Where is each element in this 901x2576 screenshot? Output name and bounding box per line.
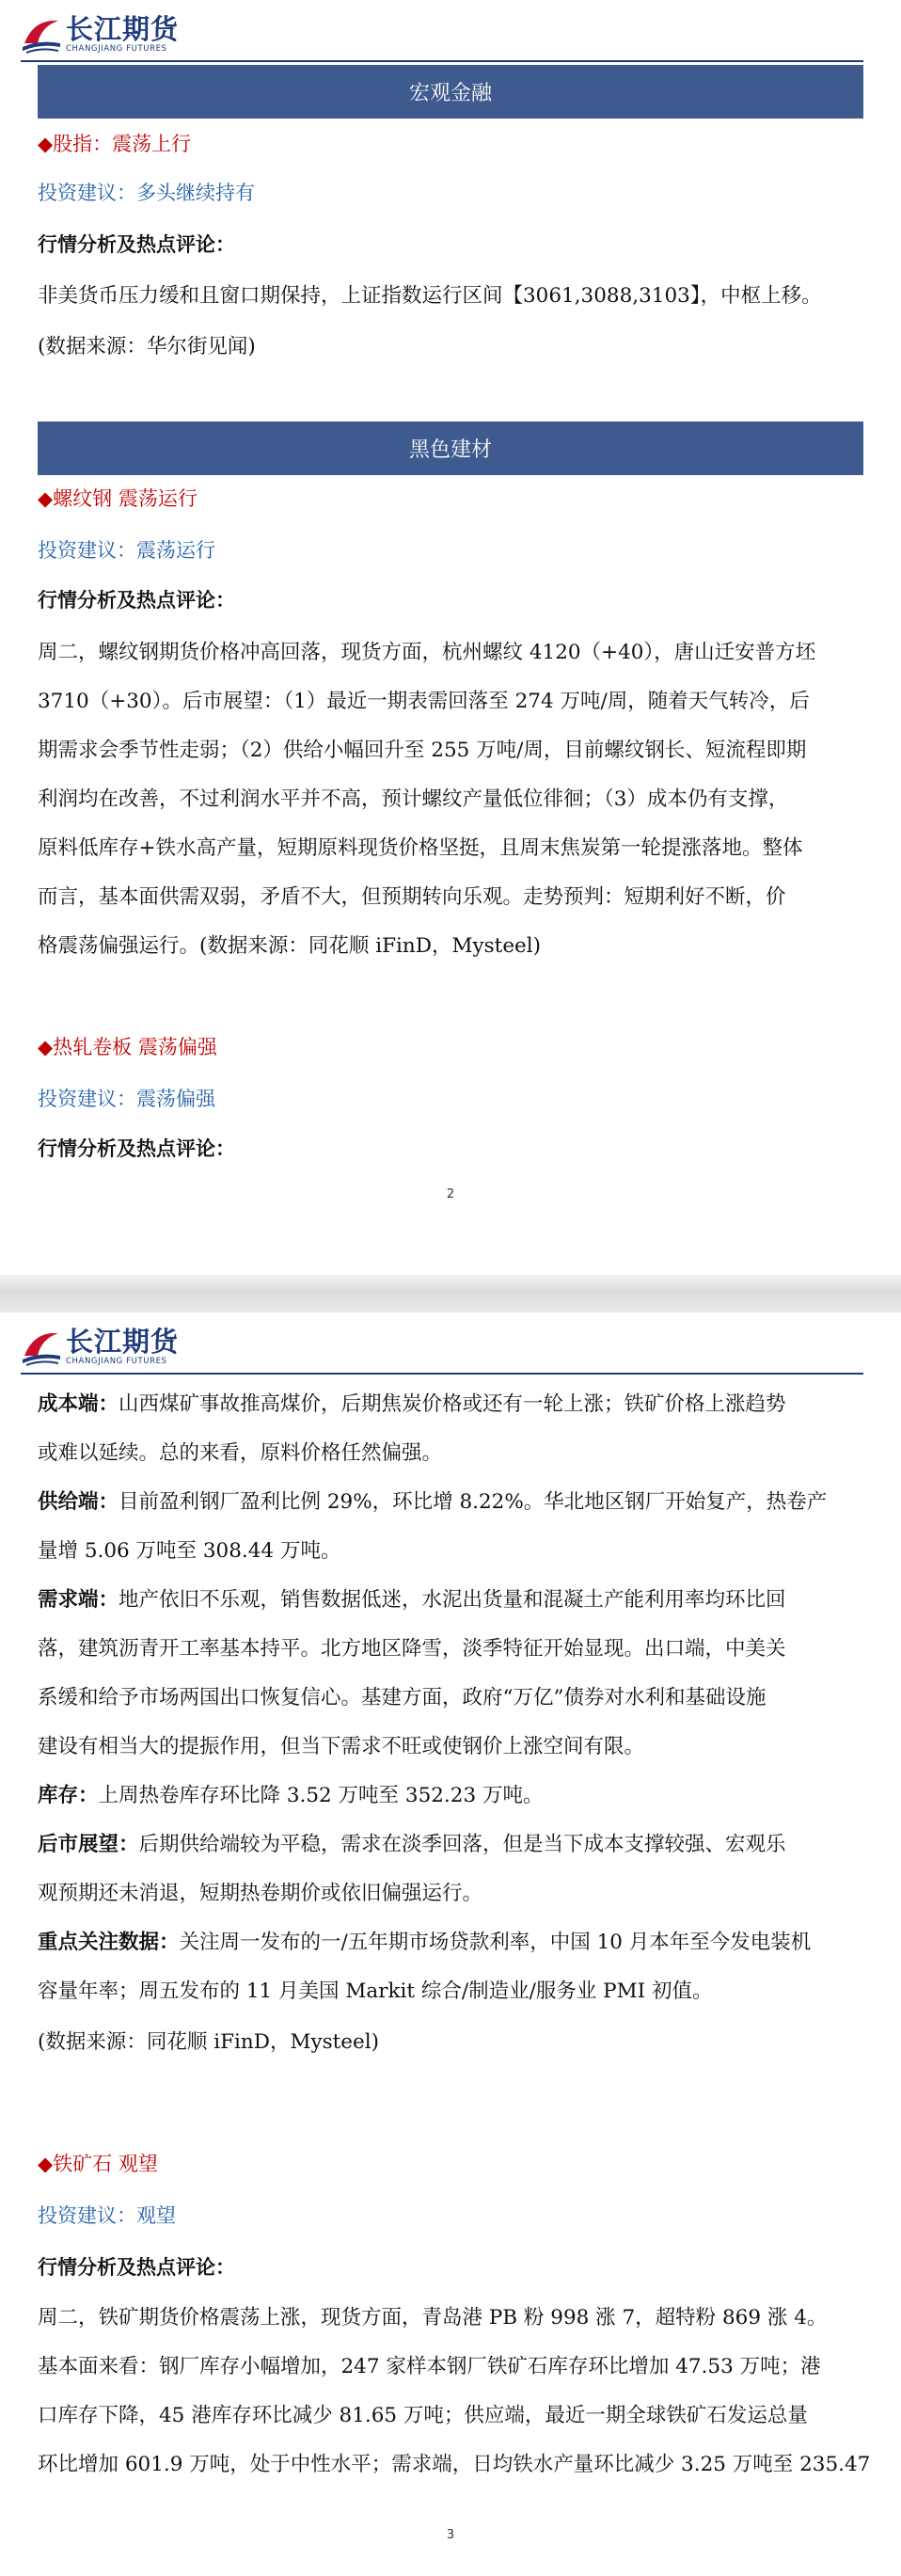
page-number: 3 xyxy=(446,2528,455,2542)
paragraph-line xyxy=(38,1478,863,1527)
paragraph-line: 观预期还未消退，短期热卷期价或依旧偏强运行。 xyxy=(38,1882,483,1905)
paragraph-text: 目前盈利钢厂盈利比例 29%，环比增 8.22%。华北地区钢厂开始复产，热卷产 xyxy=(119,1490,828,1514)
paragraph-label: 库存： xyxy=(38,1784,99,1807)
iron-ore-title: ◆铁矿石 观望 xyxy=(38,2153,158,2175)
page-separator xyxy=(0,1275,901,1312)
paragraph-line xyxy=(38,1576,863,1625)
paragraph-label: 供给端： xyxy=(38,1490,119,1514)
analysis-label: 行情分析及热点评论： xyxy=(38,2256,235,2279)
section-band-macro: 宏观金融 xyxy=(38,65,863,119)
rebar-advice: 投资建议：震荡运行 xyxy=(38,539,215,562)
paragraph-line: 周二，螺纹钢期货价格冲高回落，现货方面，杭州螺纹 4120（+40），唐山迁安普方坯 xyxy=(38,641,816,664)
macro-source: (数据来源：华尔街见闻) xyxy=(38,335,256,358)
page-number: 2 xyxy=(446,1187,455,1201)
paragraph-line xyxy=(38,1380,863,1429)
index-futures-advice: 投资建议：多头继续持有 xyxy=(38,182,255,204)
rebar-analysis-paragraph xyxy=(38,628,863,971)
page-2 xyxy=(0,0,901,1275)
header-rule xyxy=(21,1373,863,1375)
page-3 xyxy=(0,1312,901,2576)
paragraph-line: 格震荡偏强运行。(数据来源：同花顺 iFinD，Mysteel) xyxy=(38,934,542,958)
hrc-inventory-paragraph xyxy=(38,1772,863,1821)
paragraph-line: 落，建筑沥青开工率基本持平。北方地区降雪，淡季特征开始显现。出口端，中美关 xyxy=(38,1637,786,1661)
company-logo xyxy=(21,1326,195,1369)
hrc-title: ◆热轧卷板 震荡偏强 xyxy=(38,1036,217,1058)
paragraph-label: 成本端： xyxy=(38,1392,119,1416)
paragraph-line: 或难以延续。总的来看，原料价格任然偏强。 xyxy=(38,1441,443,1465)
paragraph-line: 而言，基本面供需双弱，矛盾不大，但预期转向乐观。走势预判：短期利好不断，价 xyxy=(38,885,786,909)
logo-emblem-icon xyxy=(21,15,62,55)
paragraph-line: 利润均在改善，不过利润水平并不高，预计螺纹产量低位徘徊；（3）成本仍有支撑， xyxy=(38,787,789,811)
paragraph-label: 需求端： xyxy=(38,1588,119,1612)
paragraph-line: 系缓和给予市场两国出口恢复信心。基建方面，政府“万亿”债券对水利和基础设施 xyxy=(38,1686,767,1709)
hrc-source: (数据来源：同花顺 iFinD，Mysteel) xyxy=(38,2030,380,2054)
paragraph-line: 口库存下降，45 港库存环比减少 81.65 万吨；供应端，最近一期全球铁矿石发运总量 xyxy=(38,2404,808,2427)
rebar-title: ◆螺纹钢 震荡运行 xyxy=(38,487,198,510)
logo-name: 长江期货 xyxy=(66,1326,180,1358)
hrc-advice: 投资建议：震荡偏强 xyxy=(38,1088,215,1110)
hrc-supply-paragraph xyxy=(38,1478,863,1576)
analysis-label: 行情分析及热点评论： xyxy=(38,1137,235,1160)
hrc-demand-paragraph xyxy=(38,1576,863,1772)
paragraph-line: 建设有相当大的提振作用，但当下需求不旺或使钢价上涨空间有限。 xyxy=(38,1735,645,1758)
paragraph-text: 山西煤矿事故推高煤价，后期焦炭价格或还有一轮上涨；铁矿价格上涨趋势 xyxy=(119,1392,786,1416)
paragraph-label: 后市展望： xyxy=(38,1833,139,1856)
paragraph-line: 期需求会季节性走弱；（2）供给小幅回升至 255 万吨/周，目前螺纹钢长、短流程即期 xyxy=(38,739,807,762)
iron-ore-analysis-paragraph xyxy=(38,2294,871,2489)
paragraph-line: 容量年率；周五发布的 11 月美国 Markit 综合/制造业/服务业 PMI 初值。 xyxy=(38,1980,713,2003)
paragraph-text: 上周热卷库存环比降 3.52 万吨至 352.23 万吨。 xyxy=(98,1784,544,1807)
section-band-ferrous: 黑色建材 xyxy=(38,421,863,475)
macro-analysis-text: 非美货币压力缓和且窗口期保持，上证指数运行区间【3061,3088,3103】，中枢上移。 xyxy=(38,284,822,308)
hrc-cost-paragraph xyxy=(38,1380,863,1478)
paragraph-line: 周二，铁矿期货价格震荡上涨，现货方面，青岛港 PB 粉 998 涨 7，超特粉 869 涨 4。 xyxy=(38,2306,828,2330)
hrc-key-data-paragraph xyxy=(38,1918,863,2016)
paragraph-line: 环比增加 601.9 万吨，处于中性水平；需求端，日均铁水产量环比减少 3.25 万吨至 235.47 xyxy=(38,2453,871,2476)
paragraph-line: 3710（+30）。后市展望：（1）最近一期表需回落至 274 万吨/周，随着天气转冷，后 xyxy=(38,690,810,713)
hrc-outlook-paragraph xyxy=(38,1821,863,1918)
logo-subtitle: CHANGJIANG FUTURES xyxy=(66,1357,167,1366)
logo-subtitle: CHANGJIANG FUTURES xyxy=(66,44,167,54)
company-logo xyxy=(21,13,195,56)
logo-name: 长江期货 xyxy=(66,13,180,45)
paragraph-line xyxy=(38,1821,863,1869)
paragraph-line xyxy=(38,1918,863,1967)
iron-ore-advice: 投资建议：观望 xyxy=(38,2204,176,2227)
header-rule xyxy=(21,60,863,62)
index-futures-title: ◆股指：震荡上行 xyxy=(38,133,192,155)
paragraph-label: 重点关注数据： xyxy=(38,1931,180,1954)
analysis-label: 行情分析及热点评论： xyxy=(38,589,235,612)
logo-emblem-icon xyxy=(21,1328,62,1367)
paragraph-line xyxy=(38,1772,863,1821)
paragraph-line: 量增 5.06 万吨至 308.44 万吨。 xyxy=(38,1539,341,1563)
paragraph-text: 后期供给端较为平稳，需求在淡季回落，但是当下成本支撑较强、宏观乐 xyxy=(138,1833,786,1856)
paragraph-line: 基本面来看：钢厂库存小幅增加，247 家样本钢厂铁矿石库存环比增加 47.53 万吨；港 xyxy=(38,2355,821,2378)
paragraph-text: 地产依旧不乐观，销售数据低迷，水泥出货量和混凝土产能利用率均环比回 xyxy=(119,1588,786,1612)
paragraph-text: 关注周一发布的一/五年期市场贷款利率，中国 10 月本年至今发电装机 xyxy=(179,1931,812,1954)
analysis-label: 行情分析及热点评论： xyxy=(38,233,235,256)
paragraph-line: 原料低库存+铁水高产量，短期原料现货价格坚挺，且周末焦炭第一轮提涨落地。整体 xyxy=(38,836,803,860)
